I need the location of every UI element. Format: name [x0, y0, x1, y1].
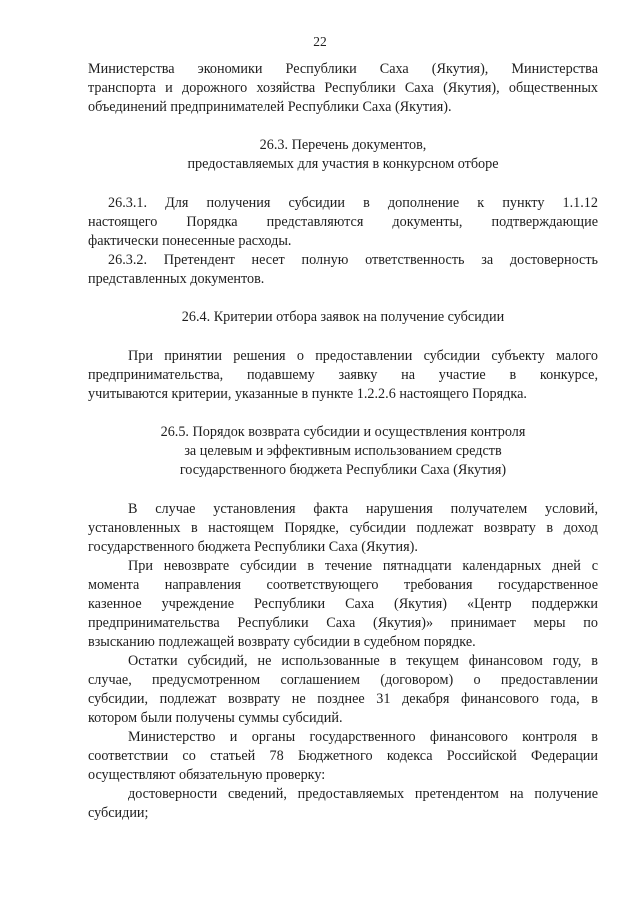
- text-line: представленных документов.: [88, 271, 265, 287]
- heading-line: 26.5. Порядок возврата субсидии и осуществления контроля: [160, 424, 526, 440]
- text-line: транспорта и дорожного хозяйства Республики Саха (Якутия), общественных: [88, 80, 598, 96]
- text-line: При невозврате субсидии в течение пятнадцати календарных дней с: [128, 558, 598, 574]
- paragraph-26-5-1: [88, 500, 598, 557]
- text-line: казенное учреждение Республики Саха (Якутия) «Центр поддержки: [88, 596, 598, 612]
- text-line: случае, предусмотренном соглашением (договором) о предоставлении: [88, 672, 598, 688]
- text-line: установленных в настоящем Порядке, субсидии подлежат возврату в доход: [88, 520, 598, 536]
- text-line: субсидии;: [88, 805, 149, 821]
- heading-line: предоставляемых для участия в конкурсном отборе: [187, 156, 499, 172]
- page-number: 22: [313, 34, 327, 49]
- text-line: учитываются критерии, указанные в пункте 1.2.2.6 настоящего Порядка.: [88, 386, 527, 402]
- text-line: взысканию подлежащей возврату субсидии в судебном порядке.: [88, 634, 476, 650]
- intro-paragraph: [88, 60, 598, 117]
- text-line: предпринимательства, подавшему заявку на участие в конкурсе,: [88, 367, 598, 383]
- heading-line: 26.3. Перечень документов,: [259, 137, 427, 153]
- paragraph-26-5-2: [88, 557, 598, 652]
- text-line: 26.3.1. Для получения субсидии в дополнение к пункту 1.1.12: [108, 195, 598, 211]
- text-line: осуществляют обязательную проверку:: [88, 767, 326, 783]
- text-line: государственного бюджета Республики Саха (Якутия).: [88, 539, 418, 555]
- paragraph-26-5-3: [88, 652, 598, 728]
- text-line: Министерство и органы государственного финансового контроля в: [128, 729, 598, 745]
- text-line: Министерства экономики Республики Саха (Якутия), Министерства: [88, 61, 598, 77]
- text-line: момента направления соответствующего требования государственное: [88, 577, 598, 593]
- section-heading-26-4: [88, 308, 598, 327]
- paragraph-26-4: [88, 347, 598, 404]
- text-line: настоящего Порядка представляются документы, подтверждающие: [88, 214, 598, 230]
- document-body: [88, 60, 598, 823]
- text-line: Остатки субсидий, не использованные в текущем финансовом году, в: [128, 653, 598, 669]
- text-line: 26.3.2. Претендент несет полную ответственность за достоверность: [108, 252, 598, 268]
- section-heading-26-5: [88, 423, 598, 480]
- paragraph-26-5-5: [88, 785, 598, 823]
- paragraph-26-5-4: [88, 728, 598, 785]
- text-line: котором были получены суммы субсидий.: [88, 710, 343, 726]
- paragraph-26-3-2: [88, 251, 598, 289]
- heading-line: государственного бюджета Республики Саха (Якутия): [179, 462, 507, 478]
- text-line: фактически понесенные расходы.: [88, 233, 292, 249]
- text-line: объединений предпринимателей Республики Саха (Якутия).: [88, 99, 452, 115]
- section-heading-26-3: [88, 136, 598, 174]
- heading-line: за целевым и эффективным использованием средств: [184, 443, 502, 459]
- text-line: В случае установления факта нарушения получателем условий,: [128, 501, 598, 517]
- text-line: При принятии решения о предоставлении субсидии субъекту малого: [128, 348, 598, 364]
- paragraph-26-3-1: [88, 194, 598, 251]
- text-line: субсидии, подлежат возврату не позднее 31 декабря финансового года, в: [88, 691, 598, 707]
- text-line: соответствии со статьей 78 Бюджетного кодекса Российской Федерации: [88, 748, 598, 764]
- text-line: предпринимательства Республики Саха (Якутия)» принимает меры по: [88, 615, 598, 631]
- heading-line: 26.4. Критерии отбора заявок на получение субсидии: [181, 309, 505, 325]
- text-line: достоверности сведений, предоставляемых претендентом на получение: [128, 786, 598, 802]
